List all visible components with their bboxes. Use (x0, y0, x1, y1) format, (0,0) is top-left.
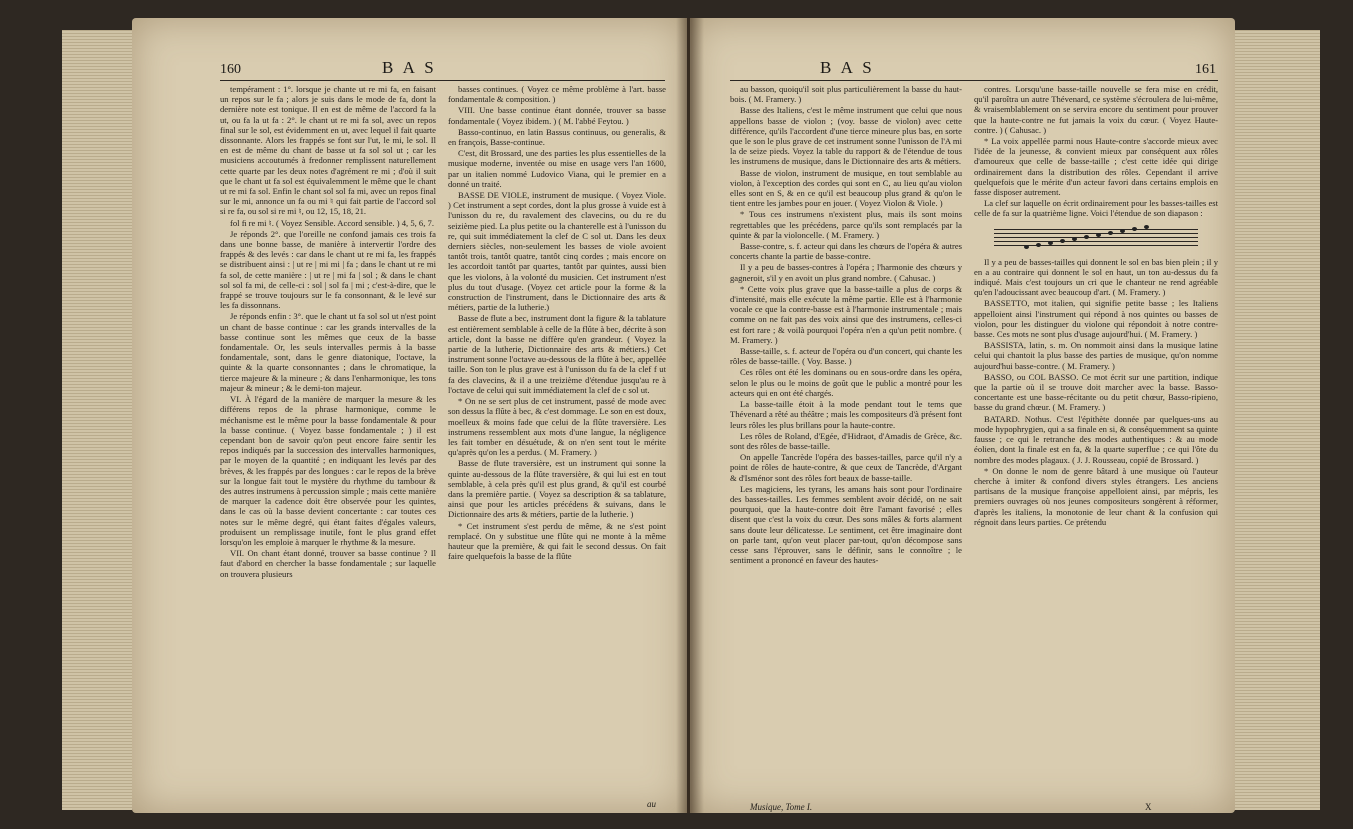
running-header: B A S (820, 58, 875, 77)
paragraph: Basse de violon, instrument de musique, en tout semblable au violon, à l'exception des cordes qui sont en C, au lieu qu'au violon elles sont en S, & en ce qu'il est beaucoup plus grand & qu'on le tient entre les jambes pour en jouer. ( Voyez Violon & Viole. ) (730, 167, 962, 209)
paragraph: Les magiciens, les tyrans, les amans hais sont pour l'ordinaire des basses-tailles. Les femmes semblent avoir décidé, on ne sait pourquoi, que la haute-contre doit être l'amant favorisé ; elles disent que c'est la voix du cœur. Des sons mâles & forts alarment sans doute leur délicatesse. Le sentiment, cet être imaginaire dont on parle tant, qu'on veut placer par-tout, qu'on décompose sans cesse sans l'éprouver, sans le définir, sans le connoître ; le sentiment a prononcé en faveur des hautes- (730, 483, 962, 566)
music-note-icon (1084, 235, 1089, 239)
paragraph: contres. Lorsqu'une basse-taille nouvelle se fera mise en crédit, qu'il paroîtra un autre Thévenard, ce système s'écroulera de lui-même, & vraisemblablement on se servira encore du sentiment pour prouver que la haute-contre ne fut jamais la voix du cœur. ( Voyez Haute-contre. ) ( Cahusac. ) (974, 84, 1218, 135)
header-rule (220, 80, 665, 81)
text-column-1 (220, 84, 436, 799)
right-page (690, 18, 1235, 813)
header-rule (730, 80, 1218, 81)
paragraph: Les rôles de Roland, d'Egée, d'Hidraot, d'Amadis de Grèce, &c. sont des rôles de basse-taille. (730, 430, 962, 451)
paragraph: La clef sur laquelle on écrit ordinairement pour les basses-tailles est celle de fa sur la quatrième ligne. Voici l'étendue de son diapason : (974, 198, 1218, 219)
paragraph: BASSE DE VIOLE, instrument de musique. ( Voyez Viole. ) Cet instrument a sept cordes, dont la plus grosse à vuide est à l'unisson du re, du ravalement des clavecins, ou du re du seizième pied. La plus petite ou la chanterelle est à l'unisson du re, qui suit immédiatement la clef de C sol ut. Dans les deux derniers siècles, non-seulement les basses de viole avoient tantôt trois, tantôt quatre, tantôt cinq cordes ; mais encore on les accordoit tantôt par quartes, tantôt par quintes, aussi bien que les violons, à la volonté du musicien. Cet instrument n'est plus du tout d'usage. (Voyez cet article pour la forme & la construction de l'instrument, dans le Dictionnaire des arts & métiers, partie de la lutherie.) (448, 190, 666, 313)
paragraph: * Cet instrument s'est perdu de même, & ne s'est point remplacé. On y substitue une flûte qui ne monte à la même hauteur que la première, & qui fait le second dessus. On fait faire quelquefois la basse de la flûte (448, 520, 666, 562)
paragraph: * La voix appellée parmi nous Haute-contre s'accorde mieux avec l'idée de la jeunesse, & convient mieux par conséquent aux rôles d'amoureux que celle de basse-taille ; c'est cette idée qui dirige ordinairement dans la distribution des rôles. Cependant il arrive quelquefois que le mérite d'un acteur favori dans certains emplois en fasse disposer autrement. (974, 136, 1218, 198)
paragraph: Basse de flute traversière, est un instrument qui sonne la quinte au-dessous de la flûte traversière, & qui lui est en tout semblable, à cela près qu'il est plus grand, & qu'il est courbé dans la première partie. ( Voyez sa description & sa tablature, ainsi que pour les articles précédens & suivans, dans le Dictionnaire des arts & métiers, partie de la lutherie. ) (448, 458, 666, 520)
music-staff-diapason (994, 223, 1198, 253)
paragraph: Il y a peu de basses-tailles qui donnent le sol en bas bien plein ; il y en a au contraire qui donnent le sol en haut, un ton au-dessus du fa indiqué. Mais c'est toujours un cri que le chanteur ne rend agréable qu'en l'adoucissant avec beaucoup d'art. ( M. Framery. ) (974, 256, 1218, 298)
paragraph: basses continues. ( Voyez ce même problème à l'art. basse fondamentale & composition. ) (448, 84, 666, 105)
page-edges-left (62, 30, 132, 810)
paragraph: au basson, quoiqu'il soit plus particulièrement la basse du haut-bois. ( M. Framery. ) (730, 84, 962, 105)
paragraph: Je réponds enfin : 3°. que le chant ut fa sol sol ut n'est point un chant de basse continue : car les grands intervalles de la basse continue sont les mêmes que ceux de la basse fondamentale. Or, les seuls intervalles permis à la basse fondamentale, sont, dans le genre diatonique, l'octave, la quinte & la quarte consonnantes ; dans le chromatique, la tierce majeure & la mineure ; & dans l'enharmonique, les tons majeur & mineur ; & le demi-ton majeur. (220, 311, 436, 393)
music-note-icon (1048, 241, 1053, 245)
running-header: B A S (382, 58, 437, 77)
page-edges-right (1232, 30, 1320, 810)
music-note-icon (1036, 243, 1041, 247)
paragraph: fol ﬁ re mi ♮. ( Voyez Sensible. Accord sensible. ) 4, 5, 6, 7. (230, 217, 434, 228)
paragraph: Il y a peu de basses-contres à l'opéra ; l'harmonie des chœurs y gagneroit, s'il y en avoit un plus grand nombre. ( Cahusac. ) (730, 262, 962, 283)
page-number: 161 (1195, 62, 1216, 77)
gutter (676, 18, 704, 813)
page-number: 160 (220, 62, 241, 77)
paragraph: * Cette voix plus grave que la basse-taille a plus de corps & d'intensité, mais elle exécute la même partie. Elle est à l'harmonie vocale ce que la contre-basse est à l'harmonie instrumentale ; mais comme on ne fait pas des voix ainsi que des instrumens, celles-ci est fort rare ; & voilà pourquoi l'opéra n'en a qu'un petit nombre. ( M. Framery. ) (730, 283, 962, 345)
paragraph: BASSETTO, mot italien, qui signifie petite basse ; les Italiens appelloient ainsi l'instrument qui répond à nos quintes ou basses de violon, pour les distinguer du violone qui répondoit à notre contre-basse. Ces mots ne sont plus d'usage aujourd'hui. ( M. Framery. ) (974, 298, 1218, 340)
paragraph: VIII. Une basse continue étant donnée, trouver sa basse fondamentale ( Voyez ibidem. ) ( M. l'abbé Feytou. ) (448, 105, 666, 126)
paragraph: Basso-continuo, en latin Bassus continuus, ou generalis, & en françois, Basse-continue. (448, 126, 666, 148)
text-column-1 (730, 84, 962, 799)
music-note-icon (1096, 233, 1101, 237)
paragraph: Basse-contre, s. f. acteur qui dans les chœurs de l'opéra & autres concerts chante la partie de basse-contre. (730, 241, 962, 262)
paragraph: * On donne le nom de genre bâtard à une musique où l'auteur cherche à imiter & confond divers styles étrangers. Les anciens partisans de la musique françoise appelloient ainsi, par mépris, les premiers ouvrages où nos jeunes compositeurs songèrent à réformer, d'après les italiens, la monotonie de leur chant & la confusion qui régnoit dans leurs parties. Ce prétendu (974, 465, 1218, 527)
paragraph: Ces rôles ont été les dominans ou en sous-ordre dans les opéra, selon le plus ou le moins de goût que le public a montré pour les acteurs qui en ont été chargés. (730, 367, 962, 398)
left-page (132, 18, 687, 813)
paragraph: La basse-taille étoit à la mode pendant tout le tems que Thévenard a rêté au théâtre ; mais les compositeurs d'à présent font leurs rôles les plus brillans pour la haute-contre. (730, 399, 962, 430)
paragraph: Basse de flute a bec, instrument dont la figure & la tablature est entièrement semblable à celle de la flûte à bec, décrite à son article, dont la basse ne diffère qu'en grandeur. ( Voyez la partie de la lutherie, Dictionnaire des arts & métiers.) Cet instrument sonne l'octave au-dessous de la flûte à bec, appellée taille. Son ton le plus grave est à l'unisson du fa de la clef f ut fa des clavecins, & il a une treizième d'étendue jusqu'au re à l'octave de celui qui suit immédiatement la clef de c sol ut. (448, 313, 666, 395)
paragraph: BASSO, ou COL BASSO. Ce mot écrit sur une partition, indique que la partie où il se trouve doit marcher avec la basse. Basso-concertante est une basse-récitante ou du petit chœur, Basso-ripieno, basse du grand chœur. ( M. Framery. ) (974, 371, 1218, 413)
paragraph: BATARD. Nothus. C'est l'épithète donnée par quelques-uns au mode hypophrygien, qui a sa finale en si, & conséquemment sa quinte fausse ; ce qui le retranche des modes authentiques : & au mode éolien, dont la finale est en fa, & la quarte superflue ; ce qui l'ôte du nombre des modes plagaux. ( J. J. Rousseau, copié de Brossard. ) (974, 413, 1218, 465)
paragraph: * Tous ces instrumens n'existent plus, mais ils sont moins regrettables que les précédens, parce qu'ils sont remplacés par la quinte & par la violoncelle. ( M. Framery. ) (730, 209, 962, 240)
text-column-2 (974, 84, 1218, 799)
music-note-icon (1132, 227, 1137, 231)
music-note-icon (1120, 229, 1125, 233)
paragraph: On appelle Tancrède l'opéra des basses-tailles, parce qu'il n'y a point de rôles de haute-contre, & que ceux de Tancrède, d'Argant & d'Isménor sont des rôles fort beaux de basse-taille. (730, 452, 962, 483)
paragraph: Je réponds 2°. que l'oreille ne confond jamais ces trois fa dans une bonne basse, de manière à intervertir l'ordre des frappés & des levés : car dans le chant ut re mi fa, les frappés se distribuent ainsi : | ut re | mi mi | fa ; dans le chant ut re mi fa sol, de cette manière : | ut re | mi fa | sol ; & dans le chant sol sol fa mi, de celle-ci : sol | sol fa | mi ; c'est-à-dire, que le frappé se trouve toujours sur le fa consonnant, & le levé sur les fa dissonnans. (220, 228, 436, 311)
volume-footer: Musique, Tome I. (750, 802, 813, 812)
music-note-icon (1144, 225, 1149, 229)
paragraph: VII. On chant étant donné, trouver sa basse continue ? Il faut d'abord en chercher la basse fondamentale ; sur laquelle on trouvera plusieurs (220, 548, 436, 579)
paragraph: Basse-taille, s. f. acteur de l'opéra ou d'un concert, qui chante les rôles de basse-taille. ( Voy. Basse. ) (730, 346, 962, 367)
signature-mark: X (1145, 802, 1152, 812)
catchword: au (647, 799, 656, 809)
music-note-icon (1060, 239, 1065, 243)
text-column-2 (448, 84, 666, 799)
paragraph: BASSISTA, latin, s. m. On nommoit ainsi dans la musique latine celui qui chantoit la plus basse des parties de musique, qu'on nomme aujourd'hui basse-contre. ( M. Framery. ) (974, 340, 1218, 371)
paragraph: Basse des Italiens, c'est le même instrument que celui que nous appellons basse de violon ; (voy. basse de violon) avec cette différence, qu'ils l'accordent d'une tierce mineure plus bas, en sorte que le son le plus grave de cet instrument sonne l'unisson de l'A mi la de seize pieds. Voyez la table du rapport & de l'étendue de tous les instrumens de musique, dans le Dictionnaire des arts & métiers. (730, 105, 962, 167)
paragraph: C'est, dit Brossard, une des parties les plus essentielles de la musique moderne, inventée ou mise en usage vers l'an 1600, par un italien nommé Ludovico Viana, qui le premier en a donné un traité. (448, 148, 666, 189)
paragraph: * On ne se sert plus de cet instrument, passé de mode avec son dessus la flûte à bec, & c'est dommage. Le son en est doux, moelleux & moins fade que celui de la flûte traversière. Les instrumens ressemblent aux mots d'une langue, la négligence les fait tomber en désuétude, & on n'en sent tout le mérite qu'après qu'on les a perdus. ( M. Framery. ) (448, 396, 666, 458)
paragraph: VI. À l'égard de la manière de marquer la mesure & les différens repos de la phrase harmonique, comme le méchanisme est le même pour la basse fondamentale & pour la basse continue. ( Voyez basse fondamentale ; ) il est cependant bon de savoir qu'on peut encore faire sentir les repos indiqués par la succession des intervalles harmoniques, par le moyen de la quantité ; en indiquant les levés par des brèves, & les frappés par des longues : car le repos de la brève sur la longue fait tout le mystère du rhythme du tambour & des autres instrumens à percussion simple ; mais cette manière de marquer la cadence doit être observée pour les quintes, dans le cas où la basse devient concertante : car toutes ces notes sur le même degré, qui étant faites d'égales valeurs, produisent un remplissage inutile, font le plus grand effet lorsqu'on les emploie à marquer le rhythme & la mesure. (220, 394, 436, 547)
music-note-icon (1024, 245, 1029, 249)
music-note-icon (1072, 237, 1077, 241)
music-note-icon (1108, 231, 1113, 235)
paragraph: tempérament : 1°. lorsque je chante ut re mi fa, en faisant un repos sur le fa ; alors je suis dans le mode de fa, dont la dernière note est tonique. Il en est de même de l'accord fa la ut, ou fa la ut fa : 2°. le chant ut re mi fa sol, avec un repos final sur le sol, est évidemment en ut, avec lequel il fait quarte dissonnante. Alors les frappés se font sur l'ut, le mi, le sol. Il en est de même du chant de basse ut fa sol sol ut ; car les musiciens accoutumés à fredonner remplissent naturellement cette quarte par les deux notes d'agrément re mi ; d'où il suit que le chant ut fa sol est équivalemment le même que le chant ut re mi fa sol. Enfin le chant sol sol fa mi, avec un repos final sur le mi, annonce un fa ou mi ♮ qui fait partie de l'accord sol si re fa, ou sol si re mi ♮, ou 12, 15, 18, 21. (220, 84, 436, 217)
